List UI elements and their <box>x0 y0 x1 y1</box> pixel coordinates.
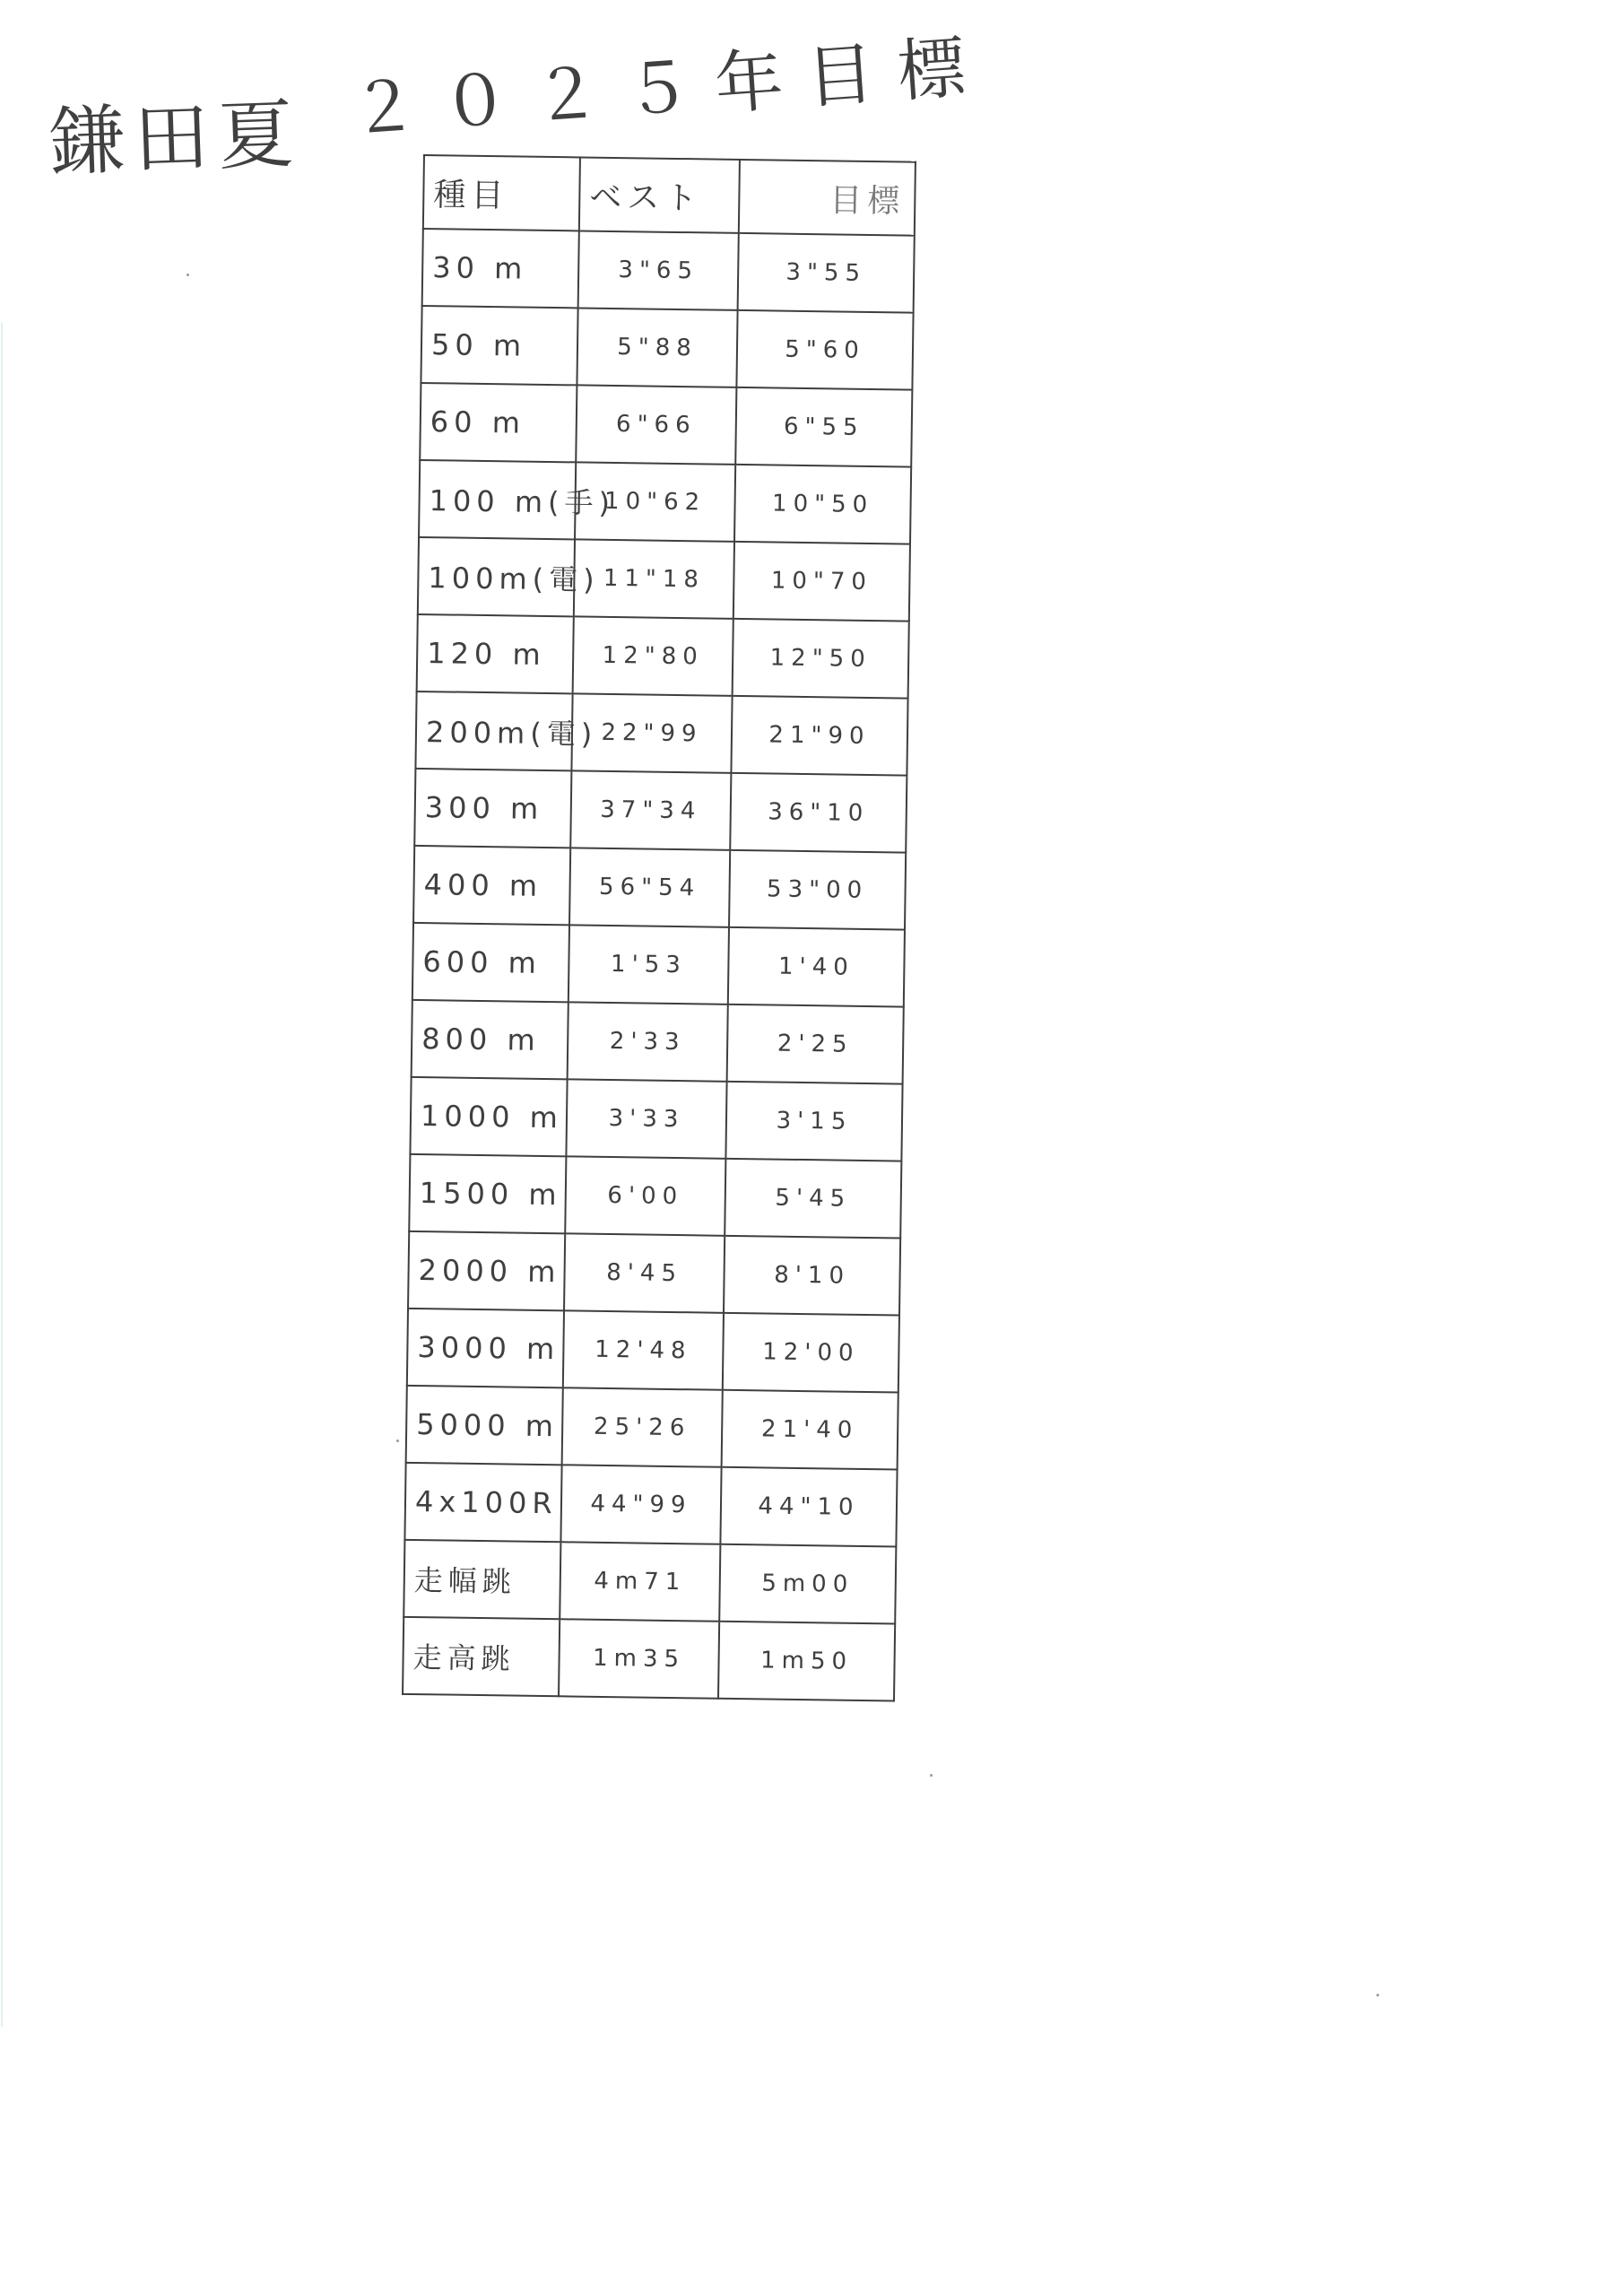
table-row <box>408 1231 900 1316</box>
best-cell: 12"80 <box>573 616 733 695</box>
event-cell: 4x100R <box>404 1463 561 1542</box>
goal-cell: 1m50 <box>718 1622 895 1701</box>
event-cell: 走幅跳 <box>404 1540 560 1619</box>
goal-cell: 8'10 <box>724 1236 900 1316</box>
goal-cell: 3'15 <box>725 1082 902 1161</box>
table-row <box>419 460 911 544</box>
goal-cell: 10"70 <box>733 542 910 622</box>
table-row <box>415 691 907 776</box>
goal-cell: 21'40 <box>722 1390 898 1470</box>
paper-speck <box>930 1774 933 1777</box>
event-cell: 300 m <box>414 769 571 848</box>
event-cell: 50 m <box>421 306 577 385</box>
header-best: ベスト <box>579 157 740 232</box>
goal-cell: 44"10 <box>720 1467 897 1547</box>
event-cell: 1000 m <box>410 1077 567 1156</box>
best-cell: 22"99 <box>571 693 732 772</box>
goal-cell: 5'45 <box>725 1159 901 1239</box>
event-cell: 走高跳 <box>403 1617 560 1696</box>
goal-cell: 53"00 <box>729 850 906 930</box>
event-cell: 60 m <box>420 383 577 462</box>
best-cell: 3'33 <box>566 1079 726 1158</box>
best-cell: 8'45 <box>564 1233 725 1312</box>
goal-cell: 12'00 <box>723 1313 899 1393</box>
paper-edge-line <box>1 323 3 2027</box>
best-cell: 4m71 <box>560 1542 720 1621</box>
goal-cell: 1'40 <box>728 927 905 1007</box>
best-cell: 1m35 <box>559 1619 719 1698</box>
goal-cell: 10"50 <box>734 465 911 544</box>
table-row <box>412 1000 904 1084</box>
goal-cell: 2'25 <box>727 1004 904 1084</box>
event-cell: 2000 m <box>408 1231 565 1310</box>
paper-speck <box>187 274 189 276</box>
event-cell: 100 m(手) <box>419 460 576 539</box>
header-event: 種目 <box>423 155 580 230</box>
table-row <box>421 306 913 390</box>
event-cell: 600 m <box>412 923 569 1002</box>
header-goal: 目標 <box>739 160 916 236</box>
best-cell: 3"65 <box>578 230 739 309</box>
goal-cell: 5m00 <box>719 1544 896 1624</box>
best-cell: 12'48 <box>563 1310 724 1389</box>
goal-cell: 6"55 <box>735 387 912 467</box>
table-row <box>404 1540 896 1624</box>
table-row <box>414 769 907 853</box>
best-cell: 44"99 <box>560 1465 721 1544</box>
table-row <box>418 537 910 622</box>
table-row <box>407 1309 899 1393</box>
event-cell: 30 m <box>422 229 579 308</box>
table-row <box>404 1463 897 1547</box>
best-cell: 5"88 <box>577 308 737 387</box>
table-row <box>420 383 912 467</box>
paper-speck <box>1376 1994 1379 1996</box>
table-row <box>403 1617 895 1701</box>
best-cell: 37"34 <box>570 770 731 849</box>
table-row <box>410 1077 902 1161</box>
goal-cell: 21"90 <box>731 696 907 776</box>
best-cell: 6"66 <box>576 385 736 464</box>
event-cell: 200m(電) <box>415 691 572 770</box>
records-table-container <box>402 154 915 1701</box>
table-row <box>409 1154 901 1239</box>
best-cell: 2'33 <box>568 1002 728 1081</box>
records-table-body <box>403 155 916 1700</box>
event-cell: 120 m <box>417 614 574 693</box>
event-cell: 3000 m <box>407 1309 564 1387</box>
event-cell: 1500 m <box>409 1154 566 1233</box>
table-row <box>412 923 905 1007</box>
records-table <box>402 154 916 1702</box>
goal-cell: 5"60 <box>736 310 913 390</box>
event-cell: 5000 m <box>406 1386 563 1465</box>
goal-cell: 36"10 <box>730 773 907 853</box>
event-cell: 800 m <box>412 1000 568 1079</box>
best-cell: 6'00 <box>565 1156 725 1235</box>
best-cell: 1'53 <box>568 925 729 1004</box>
table-row <box>406 1386 898 1470</box>
goal-cell: 12"50 <box>733 619 909 699</box>
best-cell: 11"18 <box>574 539 734 618</box>
table-row <box>417 614 909 699</box>
best-cell: 25'26 <box>562 1387 723 1466</box>
student-name: 鎌田夏 <box>48 90 304 187</box>
paper-speck <box>396 1439 399 1442</box>
table-header-row <box>423 155 916 236</box>
table-row <box>413 846 906 930</box>
goal-title: ２０２５年目標 <box>347 25 992 150</box>
table-row <box>422 229 915 313</box>
best-cell: 56"54 <box>569 848 730 926</box>
best-cell: 10"62 <box>575 462 735 541</box>
event-cell: 100m(電) <box>418 537 575 616</box>
event-cell: 400 m <box>413 846 570 925</box>
goal-cell: 3"55 <box>738 233 915 313</box>
